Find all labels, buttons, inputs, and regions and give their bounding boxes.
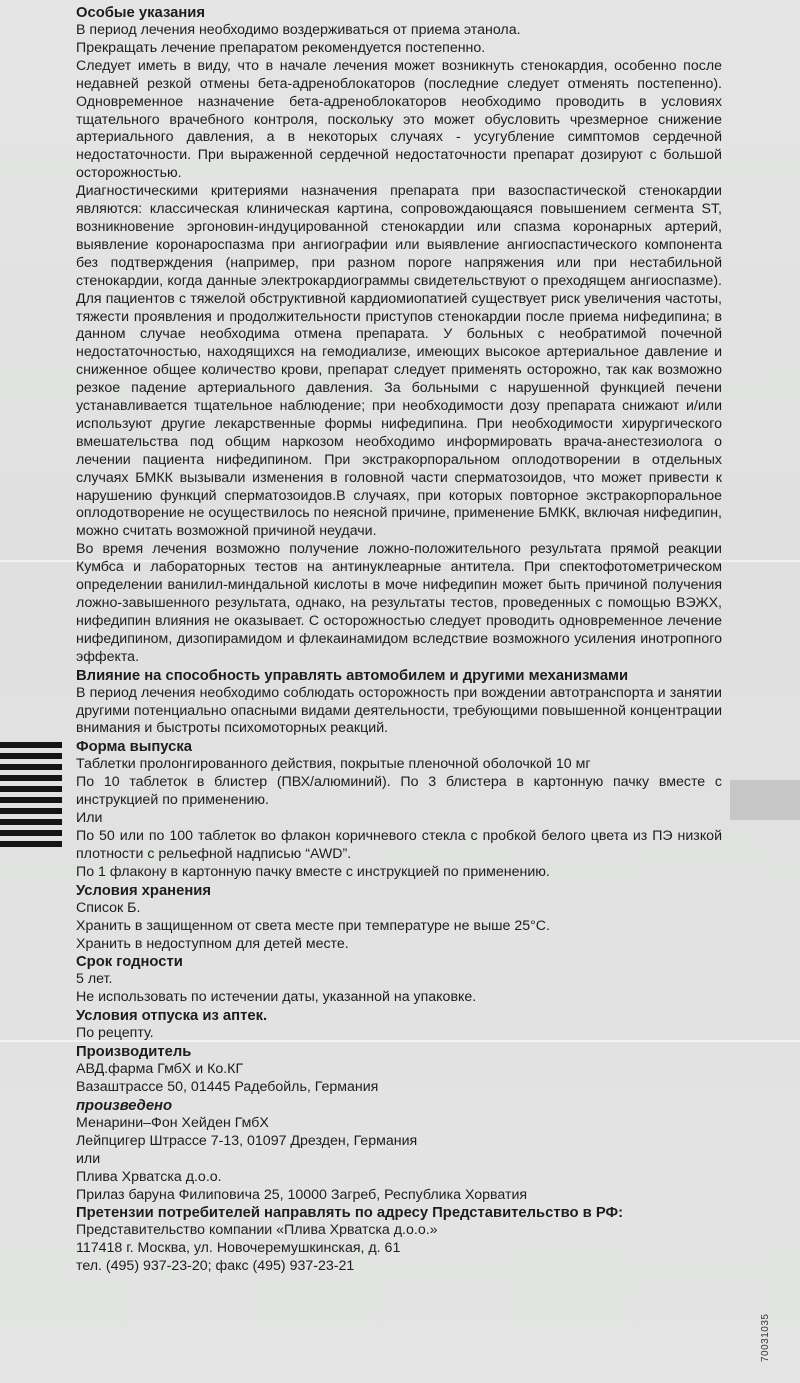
text-line: Таблетки пролонгированного действия, покрытые пленочной оболочкой 10 мг — [76, 756, 591, 773]
text-line: АВД.фарма ГмбХ и Ко.КГ — [76, 1061, 244, 1078]
document-number: 70031035 — [760, 1313, 771, 1362]
text-line: Представительство компании «Плива Хрватска д.о.о.» — [76, 1222, 438, 1239]
text-line: 5 лет. — [76, 971, 113, 988]
paragraph: Диагностическими критериями назначения препарата при вазоспастической стенокардии являются: классическая клиническая картина, сопровождающаяся повышением сегмента ST, возникновение эргоновин-индуцированной стенокардии или спазма коронарных артерий, выявление коронароспазма при ангиографии или выявление ангиоспастического компонента без подтверждения (например, при разном пороге напряжения или при нестабильной стенокардии, когда данные электрокардиограммы свидетельствуют о преходящем ангиоспазме). Для пациентов с тяжелой обструктивной кардиомиопатией существует риск увеличения частоты, тяжести проявления и продолжительности приступов стенокардии после приема нифедипина; в данном случае необходима отмена препарата. У больных с необратимой почечной недостаточностью, находящихся на гемодиализе, имеющих высокое артериальное давление и сниженное общее количество крови, препарат следует применять осторожно, так как возможно резкое падение артериального давления. За больными с нарушенной функцией печени устанавливается тщательное наблюдение; при необходимости дозу препарата снижают и/или используют другие лекарственные формы нифедипина. При необходимости хирургического вмешательства под общим наркозом необходимо информировать врача-анестезиолога о лечении пациента нифедипином. При экстракорпоральном оплодотворении в отдельных случаях БМКК вызывали изменения в головной части сперматозоидов, что может привести к нарушению функций сперматозоидов.В случаях, при которых повторное экстракорпоральное оплодотворение не осуществилось по неясной причине, применение БМКК, включая нифедипин, можно считать возможной причиной неудачи. — [76, 183, 722, 540]
text-line: тел. (495) 937-23-20; факс (495) 937-23-21 — [76, 1258, 355, 1275]
text-line: Или — [76, 810, 103, 827]
section-heading-claims: Претензии потребителей направлять по адресу Представительство в РФ: — [76, 1205, 624, 1222]
text-line: По 10 таблеток в блистер (ПВХ/алюминий). По 3 блистера в картонную пачку вместе с инструкцией по применению. — [76, 774, 722, 809]
section-heading-special-instructions: Особые указания — [76, 5, 205, 21]
text-line: По рецепту. — [76, 1025, 154, 1042]
text-line: По 50 или по 100 таблеток во флакон коричневого стекла с пробкой белого цвета из ПЭ низкой плотности с рельефной надписью “AWD”. — [76, 827, 722, 862]
text-line: Не использовать по истечении даты, указанной на упаковке. — [76, 989, 477, 1006]
text-line: или — [76, 1150, 101, 1167]
section-heading-storage: Условия хранения — [76, 882, 212, 899]
section-heading-release-form: Форма выпуска — [76, 739, 192, 756]
section-heading-driving: Влияние на способность управлять автомобилем и другими механизмами — [76, 667, 629, 684]
section-heading-dispensing: Условия отпуска из аптек. — [76, 1008, 268, 1025]
text-line: Плива Хрватска д.о.о. — [76, 1168, 222, 1185]
text-line: Список Б. — [76, 899, 141, 916]
leaflet-text — [76, 4, 722, 1276]
section-heading-shelf-life: Срок годности — [76, 954, 183, 971]
section-heading-produced: произведено — [76, 1097, 173, 1114]
text-line: По 1 флакону в картонную пачку вместе с инструкцией по применению. — [76, 863, 550, 880]
paragraph: В период лечения необходимо воздерживаться от приема этанола. — [76, 22, 521, 38]
text-line: Лейпцигер Штрассе 7-13, 01097 Дрезден, Германия — [76, 1132, 418, 1149]
text-line: Хранить в защищенном от света месте при температуре не выше 25°С. — [76, 917, 550, 934]
paragraph: В период лечения необходимо соблюдать осторожность при вождении автотранспорта и занятии другими потенциально опасными видами деятельности, требующими повышенной концентрации внимания и быстроты психомоторных реакций. — [76, 684, 722, 737]
paragraph: Во время лечения возможно получение ложно-положительного результата прямой реакции Кумбса и лабораторных тестов на антинуклеарные антитела. При спектофотометрическом определении ванилил-миндальной кислоты в моче нифедипин может быть причиной получения ложно-завышенного результата, однако, на результаты тестов, проведенных с помощью ВЭЖХ, нифедипин влияния не оказывает. С осторожностью следует проводить одновременное лечение нифедипином, дизопирамидом и флекаинамидом вследствие возможного усиления инотропного эффекта. — [76, 541, 722, 665]
bleed-through-mark — [730, 780, 800, 820]
text-line: Прилаз баруна Филиповича 25, 10000 Загреб, Республика Хорватия — [76, 1186, 528, 1203]
paragraph: Следует иметь в виду, что в начале лечения может возникнуть стенокардия, особенно после недавней резкой отмены бета-адреноблокаторов (последние следует отменять постепенно). Одновременное назначение бета-адреноблокаторов необходимо проводить в условиях тщательного врачебного контроля, поскольку это может обусловить чрезмерное снижение артериального давления, а в некоторых случаях - усугубление симптомов сердечной недостаточности. При выраженной сердечной недостаточности препарат дозируют с большой осторожностью. — [76, 57, 722, 182]
barcode — [0, 742, 62, 860]
section-heading-manufacturer: Производитель — [76, 1044, 192, 1061]
text-line: Хранить в недоступном для детей месте. — [76, 935, 349, 952]
text-line: 117418 г. Москва, ул. Новочеремушкинская, д. 61 — [76, 1240, 401, 1257]
paragraph: Прекращать лечение препаратом рекомендуется постепенно. — [76, 39, 486, 56]
text-line: Менарини–Фон Хейден ГмбХ — [76, 1114, 269, 1131]
text-line: Вазаштрассе 50, 01445 Радебойль, Германия — [76, 1079, 379, 1096]
